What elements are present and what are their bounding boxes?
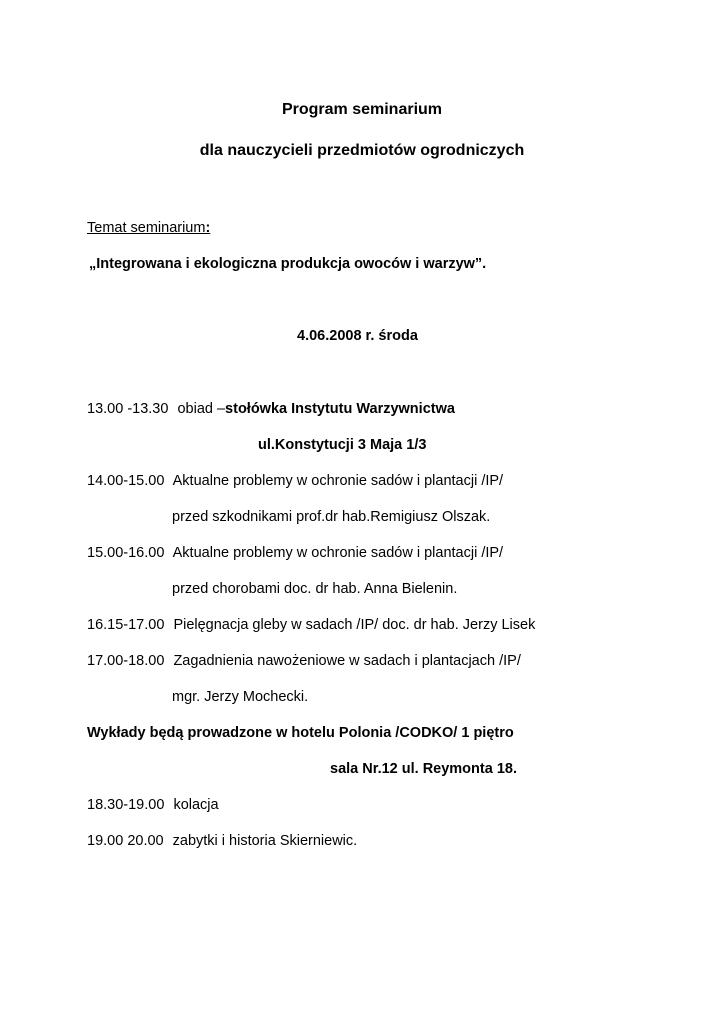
topic-colon: : <box>205 220 211 236</box>
schedule-item <box>87 543 503 563</box>
schedule-item <box>87 399 455 419</box>
schedule-text: Aktualne problemy w ochronie sadów i plantacji /IP/ <box>172 545 504 561</box>
schedule-time: 17.00-18.00 <box>87 653 165 669</box>
schedule-text: zabytki i historia Skierniewic. <box>172 833 358 849</box>
schedule-text: obiad – <box>177 401 226 417</box>
schedule-time: 14.00-15.00 <box>87 473 165 489</box>
schedule-text: Pielęgnacja gleby w sadach /IP/ doc. dr hab. Jerzy Lisek <box>173 617 536 633</box>
schedule-continuation: przed szkodnikami prof.dr hab.Remigiusz Olszak. <box>172 509 491 525</box>
schedule-text: Zagadnienia nawożeniowe w sadach i plantacjach /IP/ <box>173 653 521 669</box>
schedule-continuation: mgr. Jerzy Mochecki. <box>172 689 309 705</box>
schedule-item <box>87 795 219 815</box>
topic-text: „Integrowana i ekologiczna produkcja owoców i warzyw”. <box>89 256 487 272</box>
schedule-continuation: przed chorobami doc. dr hab. Anna Bielenin. <box>172 581 458 597</box>
topic-label: Temat seminarium <box>87 220 206 236</box>
lecture-room: sala Nr.12 ul. Reymonta 18. <box>330 761 517 777</box>
schedule-item <box>87 471 503 491</box>
schedule-item <box>87 651 521 671</box>
schedule-location: stołówka Instytutu Warzywnictwa <box>225 401 455 417</box>
title-line-2: dla nauczycieli przedmiotów ogrodniczych <box>199 142 525 159</box>
schedule-item <box>87 615 535 635</box>
lecture-venue: Wykłady będą prowadzone w hotelu Polonia /CODKO/ 1 piętro <box>87 725 514 741</box>
schedule-time: 19.00 20.00 <box>87 833 164 849</box>
title-line-1: Program seminarium <box>281 101 443 118</box>
schedule-time: 18.30-19.00 <box>87 797 165 813</box>
schedule-item <box>87 831 357 851</box>
schedule-time: 16.15-17.00 <box>87 617 165 633</box>
schedule-time: 13.00 -13.30 <box>87 401 169 417</box>
schedule-time: 15.00-16.00 <box>87 545 165 561</box>
schedule-text: Aktualne problemy w ochronie sadów i plantacji /IP/ <box>172 473 504 489</box>
seminar-date: 4.06.2008 r. środa <box>297 328 418 344</box>
topic-heading <box>87 218 210 238</box>
schedule-text: kolacja <box>173 797 219 813</box>
schedule-location-address: ul.Konstytucji 3 Maja 1/3 <box>258 437 427 453</box>
